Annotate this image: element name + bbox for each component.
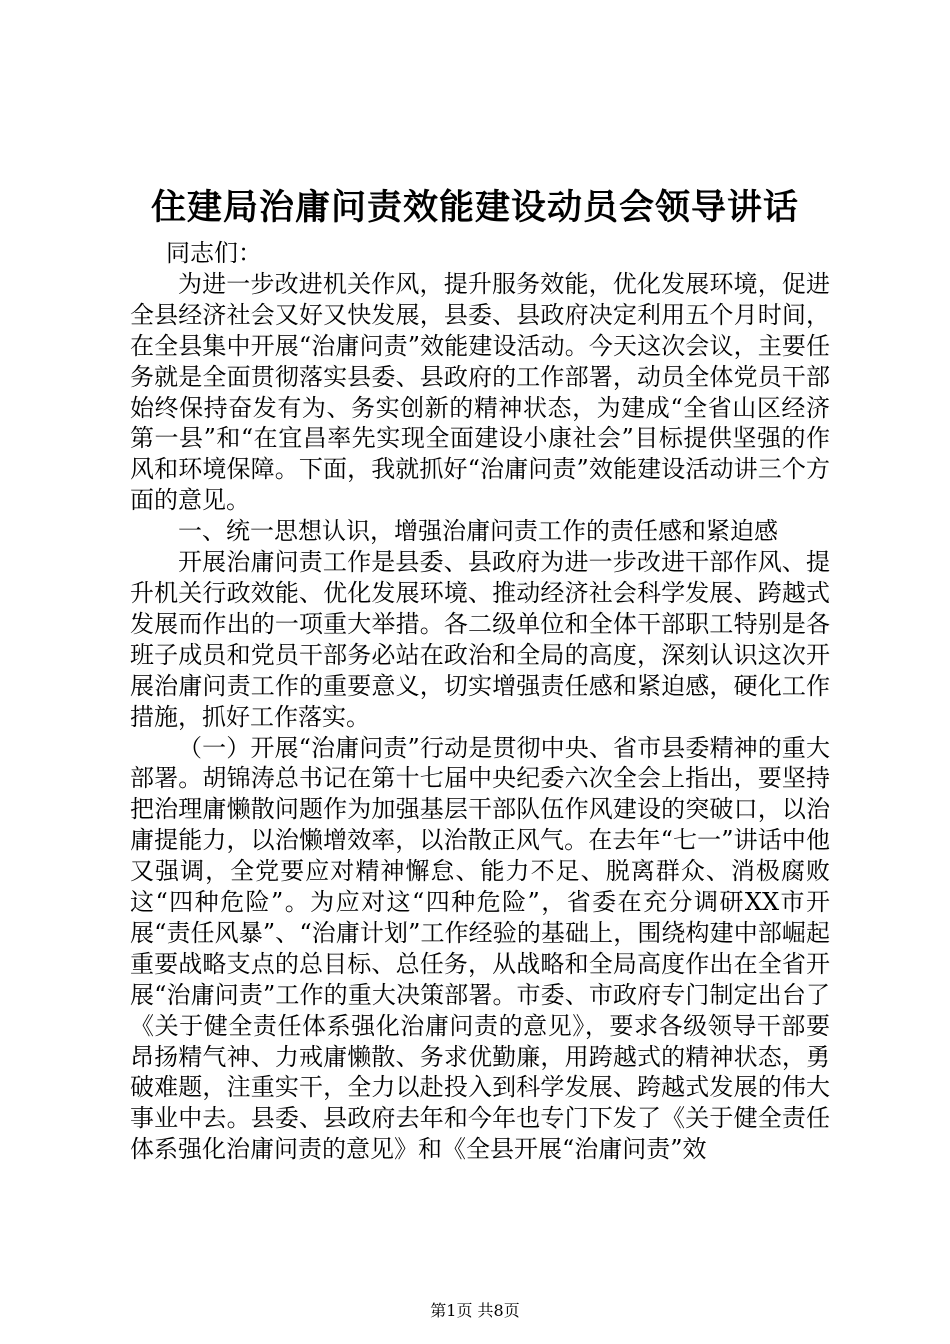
paragraph-intro: 为进一步改进机关作风，提升服务效能，优化发展环境，促进全县经济社会又好又快发展，县委、县政府决定利用五个月时间，在全县集中开展“治庸问责”效能建设活动。今天这次会议，主要任务就是全面贯彻落实县委、县政府的工作部署，动员全体党员干部始终保持奋发有为、务实创新的精神状态，为建成“全省山区经济第一县”和“在宜昌率先实现全面建设小康社会”目标提供坚强的作风和环境保障。下面，我就抓好“治庸问责”效能建设活动讲三个方面的意见。 — [130, 269, 830, 515]
salutation: 同志们： — [166, 239, 262, 267]
paragraph-subsection-1: （一）开展“治庸问责”行动是贯彻中央、省市县委精神的重大部署。胡锦涛总书记在第十七届中央纪委六次全会上指出，要坚持把治理庸懒散问题作为加强基层干部队伍作风建设的突破口，以治庸提能力，以治懒增效率，以治散正风气。在去年“七一”讲话中他又强调，全党要应对精神懈怠、能力不足、脱离群众、消极腐败这“四种危险”。为应对这“四种危险”，省委在充分调研XX市开展“责任风暴”、“治庸计划”工作经验的基础上，围绕构建中部崛起重要战略支点的总目标、总任务，从战略和全局高度作出在全省开展“治庸问责”工作的重大决策部署。市委、市政府专门制定出台了《关于健全责任体系强化治庸问责的意见》，要求各级领导干部要昂扬精气神、力戒庸懒散、务求优勤廉，用跨越式的精神状态，勇破难题，注重实干，全力以赴投入到科学发展、跨越式发展的伟大事业中去。县委、县政府去年和今年也专门下发了《关于健全责任体系强化治庸问责的意见》和《全县开展“治庸问责”效 — [130, 733, 830, 1164]
paragraph-section-1: 开展治庸问责工作是县委、县政府为进一步改进干部作风、提升机关行政效能、优化发展环境、推动经济社会科学发展、跨越式发展而作出的一项重大举措。各二级单位和全体干部职工特别是各班子成员和党员干部务必站在政治和全局的高度，深刻认识这次开展治庸问责工作的重要意义，切实增强责任感和紧迫感，硬化工作措施，抓好工作落实。 — [130, 548, 830, 731]
page-number: 第1页 共8页 — [430, 1301, 520, 1320]
section-heading-1: 一、统一思想认识，增强治庸问责工作的责任感和紧迫感 — [178, 517, 778, 546]
document-body — [130, 238, 830, 1165]
document-title: 住建局治庸问责效能建设动员会领导讲话 — [150, 187, 799, 228]
